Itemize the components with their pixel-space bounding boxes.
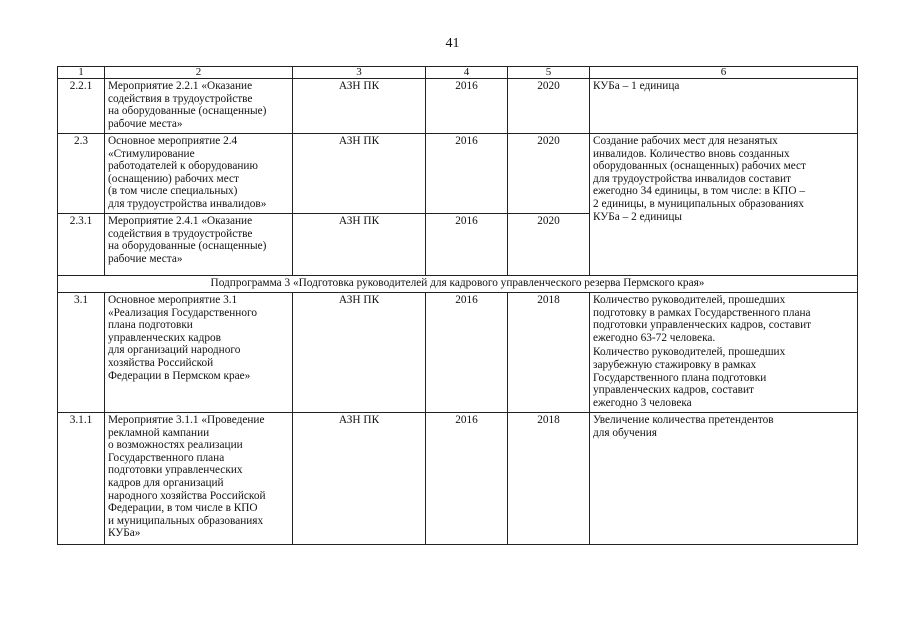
executor: АЗН ПК: [293, 79, 426, 134]
executor: АЗН ПК: [293, 293, 426, 413]
table-row: [58, 134, 858, 214]
table-row: [58, 293, 858, 413]
executor: АЗН ПК: [293, 214, 426, 276]
measure-name: Основное мероприятие 2.4 «Стимулирование работодателей к оборудованию (оснащению) рабочих мест (в том числе специальных) для трудоустройства инвалидов»: [105, 134, 293, 214]
column-number: 2: [105, 67, 293, 79]
result-paragraph: Количество руководителей, прошедших зарубежную стажировку в рамках Государственного плана подготовки управленческих кадров, составит ежегодно 3 человека: [593, 346, 786, 409]
end-year: 2020: [508, 79, 590, 134]
measures-table: [57, 66, 858, 545]
start-year: 2016: [426, 134, 508, 214]
subprogram-row: [58, 276, 858, 293]
expected-result: Создание рабочих мест для незанятых инвалидов. Количество вновь созданных оборудованных (оснащенных) рабочих мест для трудоустройства инвалидов составит ежегодно 34 единицы, в том числе: в КПО – 2 единицы, в муниципальных образованиях КУБа – 2 единицы: [590, 134, 858, 276]
subprogram-title: Подпрограмма 3 «Подготовка руководителей для кадрового управленческого резерва Пермского края»: [58, 276, 858, 293]
item-number: 2.2.1: [58, 79, 105, 134]
page-number: 41: [445, 36, 460, 51]
column-number: 5: [508, 67, 590, 79]
end-year: 2018: [508, 293, 590, 413]
column-number: 1: [58, 67, 105, 79]
table-row: [58, 79, 858, 134]
start-year: 2016: [426, 214, 508, 276]
end-year: 2020: [508, 134, 590, 214]
item-number: 2.3.1: [58, 214, 105, 276]
table-row: [58, 413, 858, 545]
end-year: 2018: [508, 413, 590, 545]
expected-result: Увеличение количества претендентов для обучения: [590, 413, 858, 545]
column-number: 4: [426, 67, 508, 79]
measure-name: Мероприятие 3.1.1 «Проведение рекламной кампании о возможностях реализации Государственного плана подготовки управленческих кадров для организаций народного хозяйства Российской Федерации, в том числе в КПО и муниципальных образованиях КУБа»: [105, 413, 293, 545]
item-number: 2.3: [58, 134, 105, 214]
result-paragraph: Количество руководителей, прошедших подготовку в рамках Государственного плана подготовки управленческих кадров, составит ежегодно 63-72 человека.: [593, 294, 812, 344]
expected-result: [590, 293, 858, 413]
item-number: 3.1.1: [58, 413, 105, 545]
column-number-row: [58, 67, 858, 79]
executor: АЗН ПК: [293, 413, 426, 545]
start-year: 2016: [426, 79, 508, 134]
column-number: 6: [590, 67, 858, 79]
end-year: 2020: [508, 214, 590, 276]
measure-name: Мероприятие 2.2.1 «Оказание содействия в трудоустройстве на оборудованные (оснащенные) рабочие места»: [105, 79, 293, 134]
measure-name: Мероприятие 2.4.1 «Оказание содействия в трудоустройстве на оборудованные (оснащенные) рабочие места»: [105, 214, 293, 276]
column-number: 3: [293, 67, 426, 79]
executor: АЗН ПК: [293, 134, 426, 214]
start-year: 2016: [426, 413, 508, 545]
item-number: 3.1: [58, 293, 105, 413]
start-year: 2016: [426, 293, 508, 413]
measure-name: Основное мероприятие 3.1 «Реализация Государственного плана подготовки управленческих кадров для организаций народного хозяйства Российской Федерации в Пермском крае»: [105, 293, 293, 413]
expected-result: КУБа – 1 единица: [590, 79, 858, 134]
